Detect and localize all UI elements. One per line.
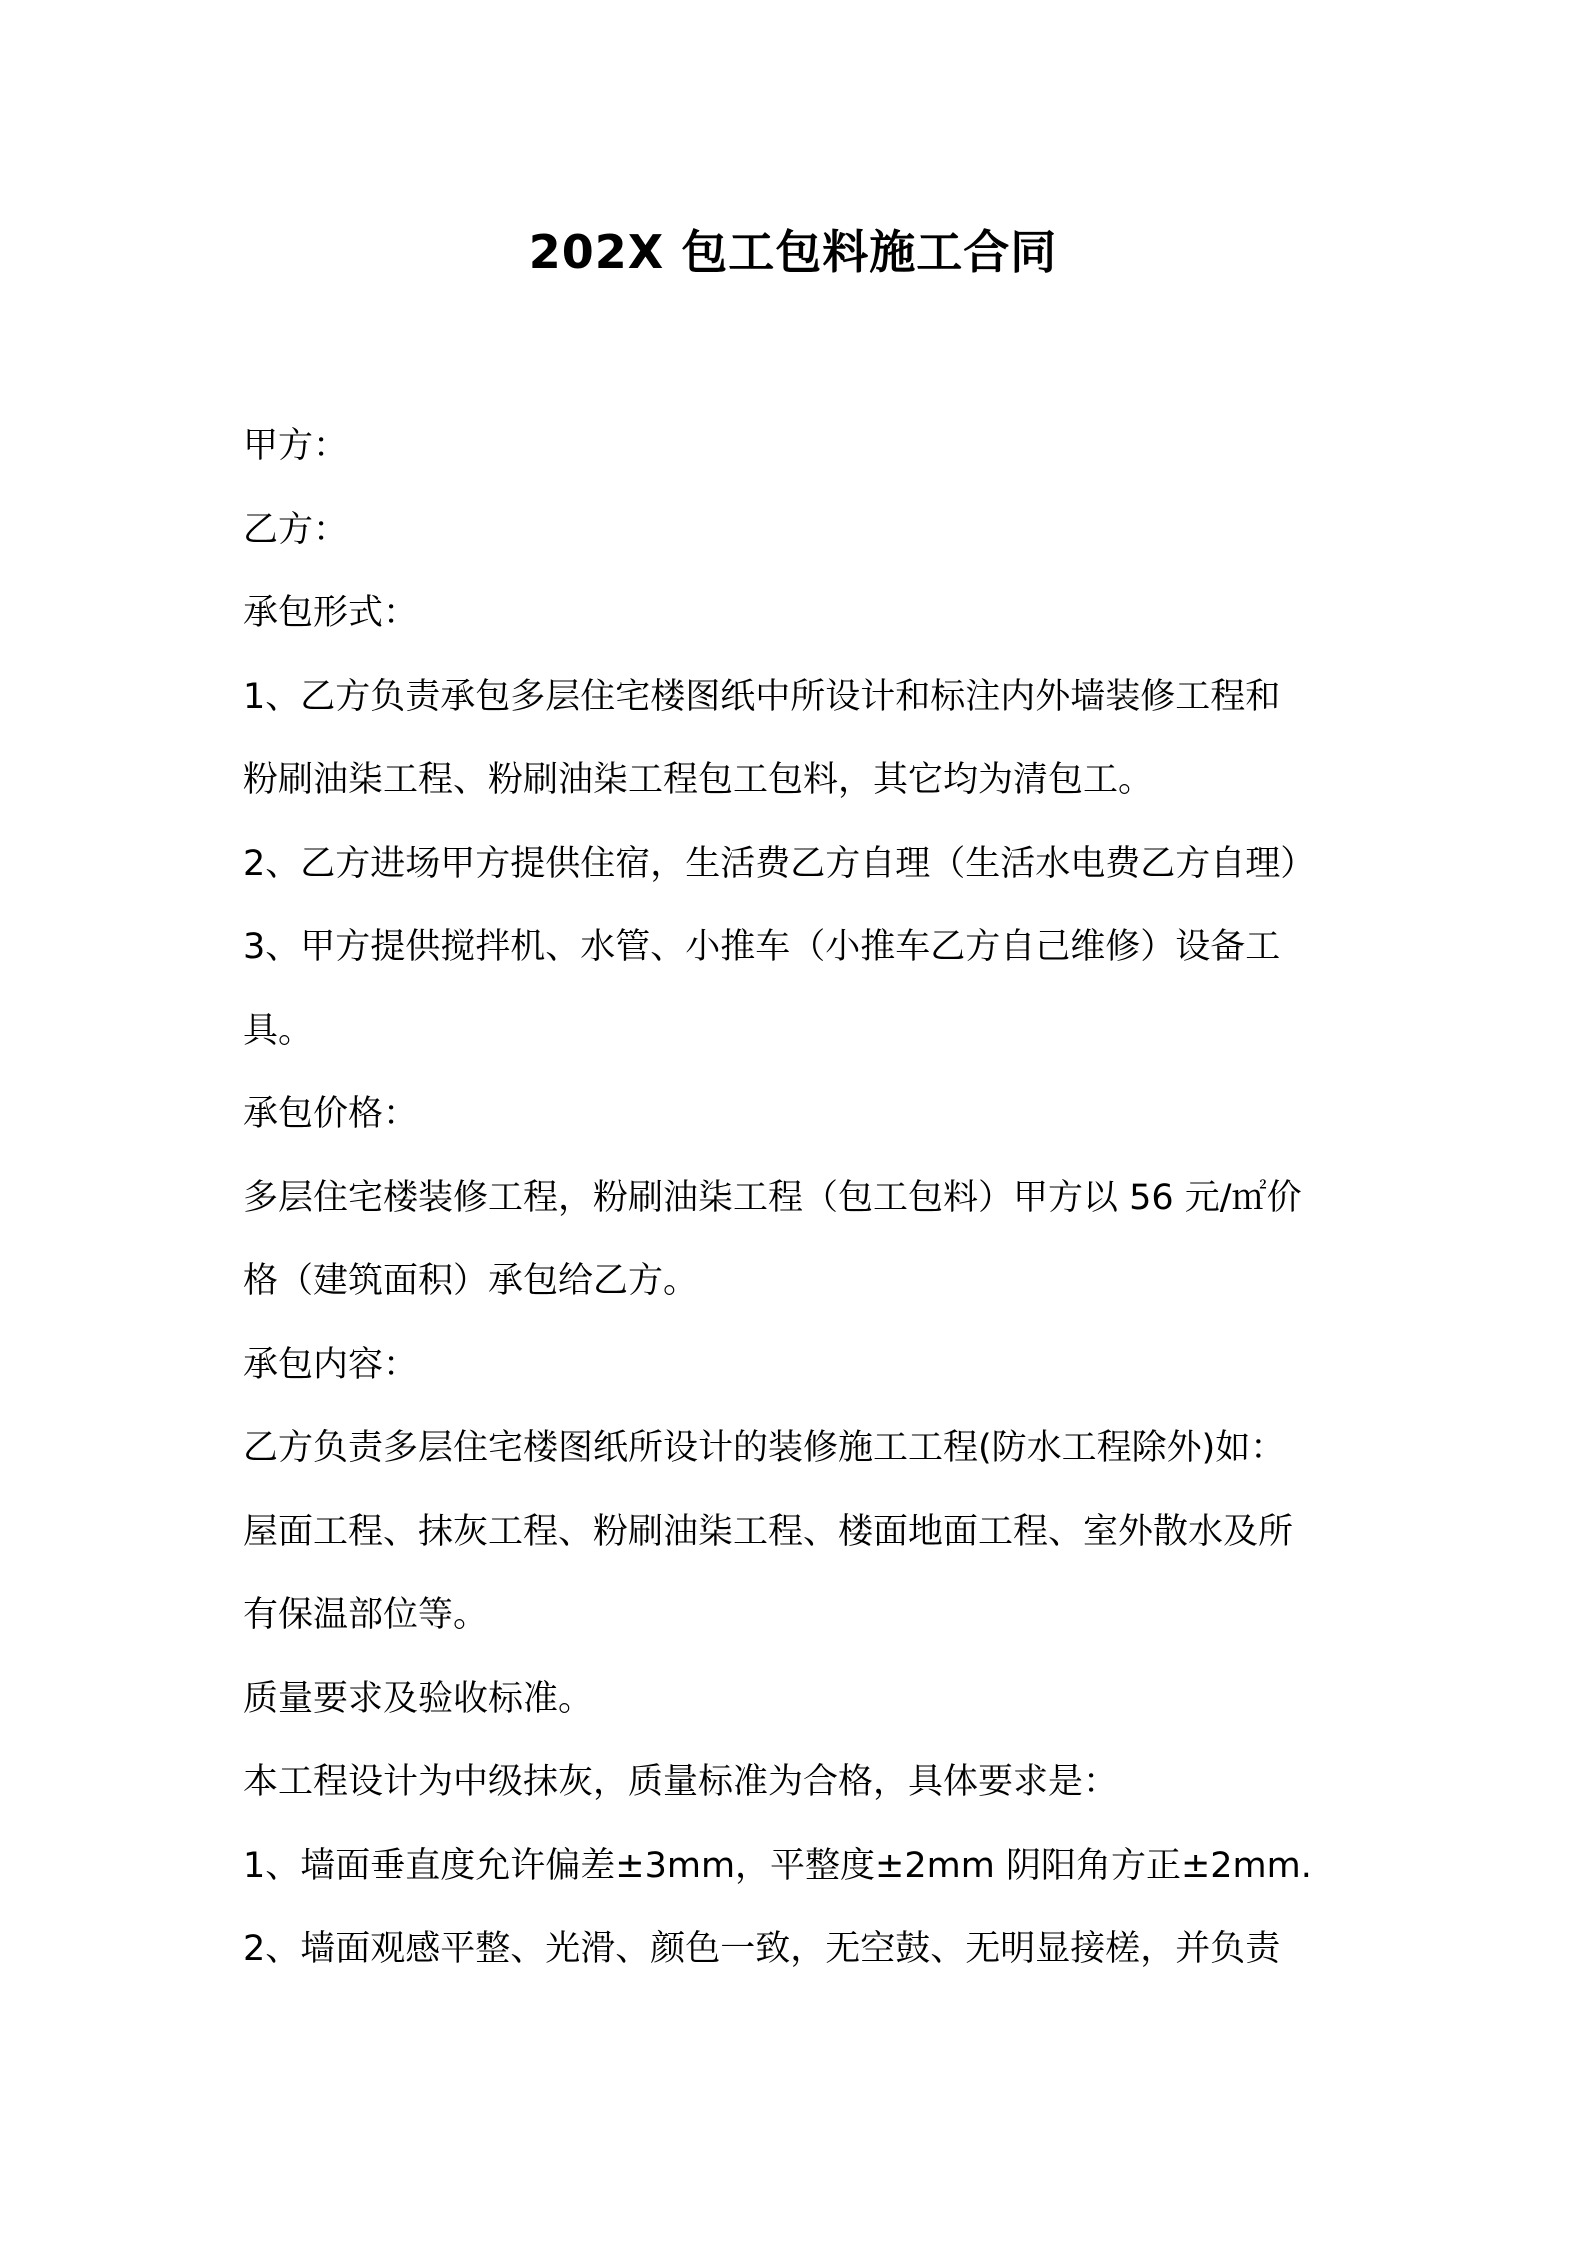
paragraph-line: 具。 (243, 1010, 314, 1051)
document-body (243, 405, 1363, 1992)
paragraph-line: 1、墙面垂直度允许偏差±3mm，平整度±2mm 阴阳角方正±2mm. (243, 1845, 1312, 1886)
document-title: 202X 包工包料施工合同 (528, 225, 1058, 279)
paragraph-line: 2、墙面观感平整、光滑、颜色一致，无空鼓、无明显接槎，并负责 (243, 1929, 1281, 1969)
section-heading-contract-content: 承包内容： (243, 1344, 419, 1385)
paragraph-line: 屋面工程、抹灰工程、粉刷油柒工程、楼面地面工程、室外散水及所 (243, 1511, 1294, 1552)
paragraph-line: 本工程设计为中级抹灰，质量标准为合格，具体要求是： (243, 1762, 1119, 1802)
section-heading-quality: 质量要求及验收标准。 (243, 1678, 594, 1719)
paragraph-line: 多层住宅楼装修工程，粉刷油柒工程（包工包料）甲方以 56 元/㎡价 (243, 1177, 1302, 1218)
paragraph-line: 1、乙方负责承包多层住宅楼图纸中所设计和标注内外墙装修工程和 (243, 676, 1281, 717)
party-a-line: 甲方： (243, 426, 349, 466)
section-heading-contract-form: 承包形式： (243, 593, 419, 633)
paragraph-line: 有保温部位等。 (243, 1595, 489, 1635)
paragraph-line: 3、甲方提供搅拌机、水管、小推车（小推车乙方自己维修）设备工 (243, 927, 1281, 967)
paragraph-line: 格（建筑面积）承包给乙方。 (243, 1261, 699, 1301)
paragraph-line: 2、乙方进场甲方提供住宿，生活费乙方自理（生活水电费乙方自理） (243, 843, 1316, 884)
paragraph-line: 乙方负责多层住宅楼图纸所设计的装修施工工程(防水工程除外)如： (243, 1428, 1286, 1468)
paragraph-line: 粉刷油柒工程、粉刷油柒工程包工包料，其它均为清包工。 (243, 760, 1154, 800)
party-b-line: 乙方： (243, 509, 349, 550)
section-heading-contract-price: 承包价格： (243, 1094, 419, 1134)
